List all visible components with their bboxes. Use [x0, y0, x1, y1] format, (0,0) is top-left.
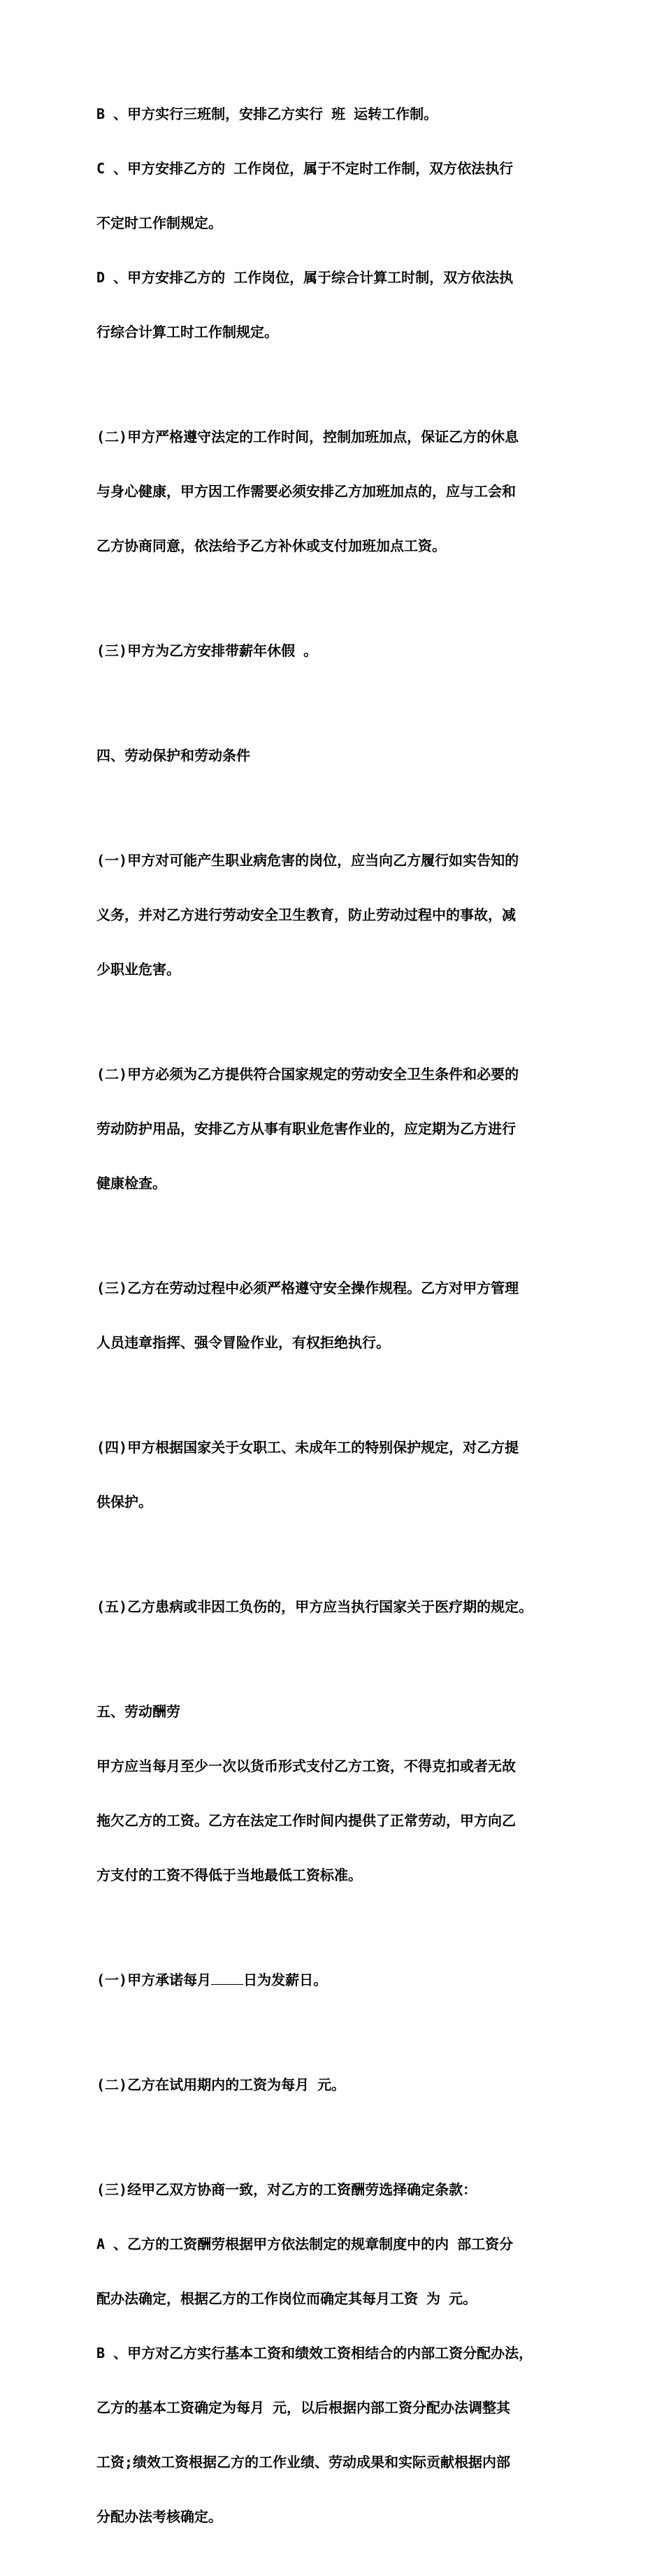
text-line: 甲方应当每月至少一次以货币形式支付乙方工资，不得克扣或者无故 [96, 1758, 516, 1774]
text-line: (二)甲方必须为乙方提供符合国家规定的劳动安全卫生条件和必要的 [96, 1066, 519, 1083]
text-line: 人员违章指挥、强令冒险作业，有权拒绝执行。 [96, 1334, 390, 1351]
text-line: 与身心健康，甲方因工作需要必须安排乙方加班加点的，应与工会和 [96, 483, 516, 500]
work-system-options [96, 68, 572, 377]
payday-clause [96, 1934, 572, 2025]
text-line: (二)甲方严格遵守法定的工作时间，控制加班加点，保证乙方的休息 [96, 428, 519, 445]
text-line: 劳动防护用品，安排乙方从事有职业危害作业的，应定期为乙方进行 [96, 1120, 516, 1137]
section-heading: 四、劳动保护和劳动条件 [96, 747, 250, 764]
special-protection-clause [96, 1402, 572, 1547]
salary-options-clause [96, 2144, 572, 2562]
text-line: 少职业危害。 [96, 961, 180, 978]
text-line: 不定时工作制规定。 [96, 215, 222, 231]
text-line: 分配办法考核确定。 [96, 2508, 222, 2525]
text-line: B 、甲方对乙方实行基本工资和绩效工资相结合的内部工资分配办法， [96, 2345, 533, 2361]
text-line: B 、甲方实行三班制，安排乙方实行 班 运转工作制。 [96, 106, 438, 122]
section-heading: 五、劳动酬劳 [96, 1703, 180, 1720]
payday-text-before: (一)甲方承诺每月 [96, 1971, 212, 1988]
text-line: 行综合计算工时工作制规定。 [96, 324, 278, 340]
text-line: 健康检查。 [96, 1175, 166, 1192]
text-line: (四)甲方根据国家关于女职工、未成年工的特别保护规定，对乙方提 [96, 1439, 519, 1456]
document-page [96, 68, 572, 2576]
text-line: (五)乙方患病或非因工负伤的，甲方应当执行国家关于医疗期的规定。 [96, 1598, 533, 1615]
text-line: D 、甲方安排乙方的 工作岗位，属于综合计算工时制，双方依法执 [96, 269, 514, 286]
text-line: 配办法确定，根据乙方的工作岗位而确定其每月工资 为 元。 [96, 2290, 477, 2307]
medical-period-clause [96, 1561, 572, 1652]
text-line: 方支付的工资不得低于当地最低工资标准。 [96, 1867, 362, 1883]
text-line: 义务，并对乙方进行劳动安全卫生教育，防止劳动过程中的事故，减 [96, 906, 516, 923]
text-line: 拖欠乙方的工资。乙方在法定工作时间内提供了正常劳动，甲方向乙 [96, 1812, 516, 1829]
text-line: (一)甲方对可能产生职业病危害的岗位，应当向乙方履行如实告知的 [96, 852, 519, 869]
occupational-hazard-clause [96, 815, 572, 1015]
payday-blank-field[interactable] [211, 1971, 243, 1985]
remuneration-section [96, 1666, 572, 1920]
text-line: (三)乙方在劳动过程中必须严格遵守安全操作规程。乙方对甲方管理 [96, 1280, 519, 1296]
text-line: (三)经甲乙双方协商一致，对乙方的工资酬劳选择确定条款： [96, 2181, 477, 2198]
text-line: 供保护。 [96, 1493, 152, 1510]
probation-salary-clause [96, 2039, 572, 2130]
safety-conditions-clause [96, 1029, 572, 1229]
text-line: (三)甲方为乙方安排带薪年休假 。 [96, 642, 318, 659]
text-line: (二)乙方在试用期内的工资为每月 元。 [96, 2076, 346, 2093]
payday-text-after: 日为发薪日。 [243, 1971, 328, 1988]
text-line: 工资;绩效工资根据乙方的工作业绩、劳动成果和实际贡献根据内部 [96, 2454, 511, 2470]
text-line: 乙方协商同意，依法给予乙方补休或支付加班加点工资。 [96, 537, 446, 554]
payday-line [96, 1971, 572, 1989]
text-line: A 、乙方的工资酬劳根据甲方依法制定的规章制度中的内 部工资分 [96, 2236, 514, 2252]
safety-procedure-clause [96, 1243, 572, 1388]
section-heading-labor-protection [96, 710, 572, 801]
text-line: 乙方的基本工资确定为每月 元，以后根据内部工资分配办法调整其 [96, 2399, 511, 2416]
working-hours-clause [96, 391, 572, 591]
text-line: C 、甲方安排乙方的 工作岗位，属于不定时工作制，双方依法执行 [96, 160, 514, 177]
paid-leave-clause [96, 605, 572, 696]
